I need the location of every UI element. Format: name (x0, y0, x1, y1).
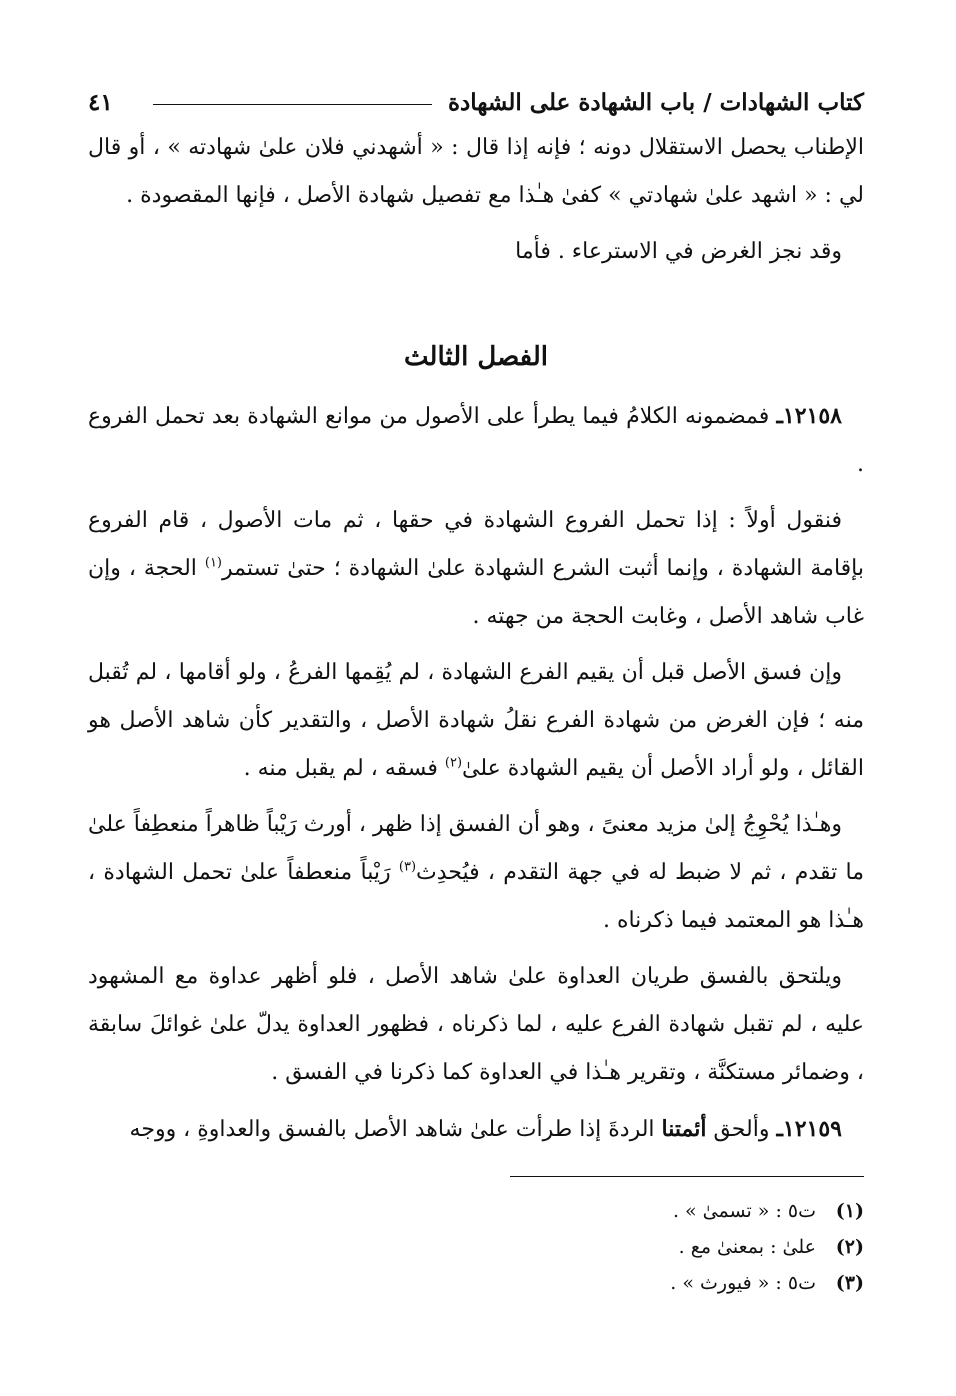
footnote-number: (٢) (835, 1236, 864, 1258)
footnote-text: علىٰ : بمعنىٰ مع . (678, 1236, 816, 1258)
footnote-text: ت٥ : « تسمىٰ » . (672, 1200, 816, 1222)
paragraph-text: وإن فسق الأصل قبل أن يقيم الفرع الشهادة ، لم يُقِمها الفرعُ ، ولو أقامها ، لم تُقبل منه ؛ فإن الغرض من شهادة الفرع نقلُ شهادة الأصل ، والتقدير كأن شاهد الأصل هو القائل ، ولو أراد الأصل أن يقيم الشهادة علىٰ (88, 660, 864, 781)
paragraph-6 (88, 801, 864, 945)
footnote-number: (١) (835, 1200, 864, 1222)
header-rule (153, 104, 432, 105)
paragraph-7: ويلتحق بالفسق طريان العداوة علىٰ شاهد الأصل ، فلو أظهر عداوة مع المشهود عليه ، لم تقبل شهادة الفرع عليه ، لما ذكرناه ، فظهور العداوة يدلّ علىٰ غوائلَ سابقة ، وضمائر مستكنَّة ، وتقرير هـٰذا في العداوة كما ذكرنا في الفسق . (88, 964, 864, 1085)
paragraph-text: رَيْباً منعطفاً علىٰ تحمل الشهادة ، هـٰذا هو المعتمد فيما ذكرناه . (88, 860, 864, 933)
footnote-item (88, 1265, 864, 1301)
running-title: كتاب الشهادات / باب الشهادة على الشهادة (447, 88, 864, 116)
footnote-item (88, 1193, 864, 1229)
paragraph-5 (88, 649, 864, 793)
footnotes (88, 1193, 864, 1301)
section-number: ١٢١٥٩ـ (776, 1116, 842, 1142)
paragraph-4 (88, 497, 864, 641)
footnote-ref: (٣) (398, 859, 417, 875)
paragraph-2: وقد نجز الغرض في الاسترعاء . فأما (515, 239, 842, 264)
footnote-number: (٣) (835, 1272, 864, 1294)
paragraph-text: وألحق (706, 1117, 777, 1142)
paragraph-text: فمضمونه الكلامُ فيما يطرأ على الأصول من موانع الشهادة بعد تحمل الفروع . (88, 404, 864, 477)
paragraph-text: فسقه ، لم يقبل منه . (243, 756, 445, 781)
footnote-ref: (٢) (444, 755, 463, 771)
paragraph-text: الردةَ إذا طرأت علىٰ شاهد الأصل بالفسق والعداوةِ ، ووجه (129, 1117, 662, 1142)
footnote-separator (510, 1176, 864, 1177)
footnote-item (88, 1229, 864, 1265)
paragraph-bold-word: أئمتنا (661, 1116, 707, 1142)
paragraph-text: الحجة ، وإن غاب شاهد الأصل ، وغابت الحجة من جهته . (88, 556, 864, 629)
paragraph-text: فنقول أولاً : إذا تحمل الفروع الشهادة في حقها ، ثم مات الأصول ، قام الفروع بإقامة الشهادة ، وإنما أثبت الشرع الشهادة علىٰ الشهادة ؛ حتىٰ تستمر (88, 508, 864, 581)
footnote-text: ت٥ : « فيورث » . (670, 1272, 816, 1294)
chapter-heading: الفصل الثالث (404, 342, 548, 372)
paragraph-12158 (88, 392, 864, 489)
footnote-ref: (١) (204, 555, 222, 571)
running-header (88, 80, 864, 124)
book-page (88, 80, 864, 1301)
paragraph-text: وهـٰذا يُحْوِجُ إلىٰ مزيد معنىً ، وهو أن الفسق إذا ظهر ، أورث رَيْباً ظاهراً منعطِفاً علىٰ ما تقدم ، ثم لا ضبط له في جهة التقدم ، فيُحدِث (88, 812, 865, 885)
paragraph-12159 (88, 1105, 864, 1154)
page-number: ٤١ (88, 88, 113, 116)
section-number: ١٢١٥٨ـ (776, 403, 842, 429)
paragraph-1: الإطناب يحصل الاستقلال دونه ؛ فإنه إذا قال : « أشهدني فلان علىٰ شهادته » ، أو قال لي : « اشهد علىٰ شهادتي » كفىٰ هـٰذا مع تفصيل شهادة الأصل ، فإنها المقصودة . (88, 135, 864, 208)
main-text (88, 124, 864, 1154)
